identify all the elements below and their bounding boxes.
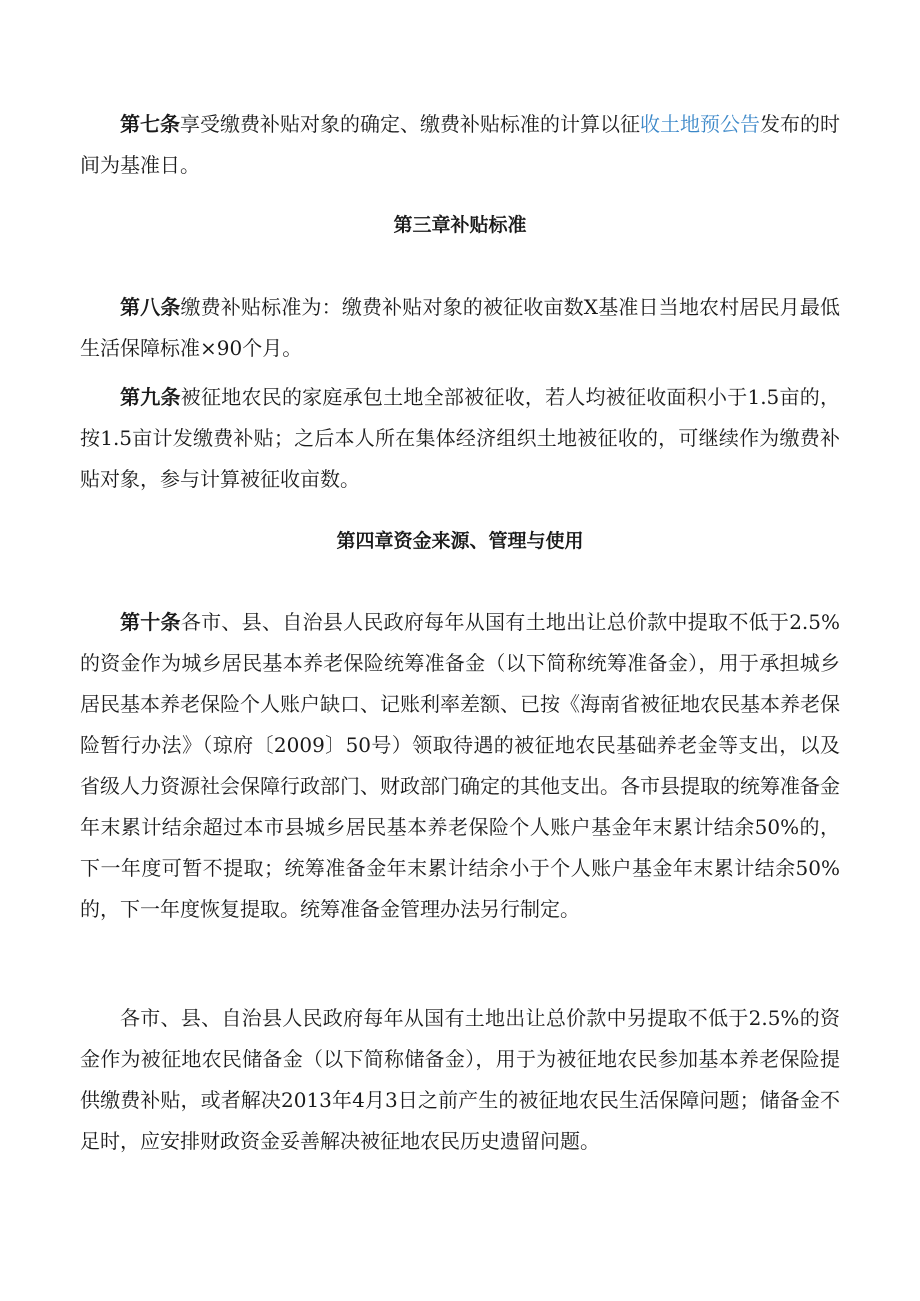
chapter-3-heading: 第三章补贴标准	[393, 214, 527, 236]
article-8-label: 第八条	[120, 295, 181, 319]
article-10-label: 第十条	[120, 610, 181, 634]
article-7-label: 第七条	[120, 112, 180, 136]
article-7-paragraph	[80, 104, 840, 186]
article-9-label: 第九条	[120, 385, 181, 409]
chapter-4-heading: 第四章资金来源、管理与使用	[336, 530, 584, 552]
article-9-text: 被征地农民的家庭承包土地全部被征收，若人均被征收面积小于1.5亩的，按1.5亩计发缴费补贴；之后本人所在集体经济组织土地被征收的，可继续作为缴费补贴对象，参与计算被征收亩数。	[80, 385, 841, 491]
article-7-text-before: 享受缴费补贴对象的确定、缴费补贴标准的计算以征	[180, 112, 640, 136]
article-7-text-after: 发布的时间为基准日。	[80, 112, 840, 177]
article-10-text: 各市、县、自治县人民政府每年从国有土地出让总价款中提取不低于2.5%的资金作为城乡居民基本养老保险统筹准备金（以下简称统筹准备金），用于承担城乡居民基本养老保险个人账户缺口、记账利率差额、已按《海南省被征地农民基本养老保险暂行办法》（琼府〔2009〕50号）领取待遇的被征地农民基础养老金等支出，以及省级人力资源社会保障行政部门、财政部门确定的其他支出。各市县提取的统筹准备金年末累计结余超过本市县城乡居民基本养老保险个人账户基金年末累计结余50%的，下一年度可暂不提取；统筹准备金年末累计结余小于个人账户基金年末累计结余50%的，下一年度恢复提取。统筹准备金管理办法另行制定。	[80, 610, 841, 921]
article-9-paragraph	[80, 377, 840, 500]
land-notice-link[interactable]: 收土地预公告	[640, 112, 760, 136]
reserve-fund-text: 各市、县、自治县人民政府每年从国有土地出让总价款中另提取不低于2.5%的资金作为被征地农民储备金（以下简称储备金），用于为被征地农民参加基本养老保险提供缴费补贴，或者解决2013年4月3日之前产生的被征地农民生活保障问题；储备金不足时，应安排财政资金妥善解决被征地农民历史遗留问题。	[80, 1006, 840, 1153]
article-10-paragraph	[80, 602, 840, 930]
reserve-fund-paragraph	[80, 998, 840, 1162]
article-8-paragraph	[80, 287, 840, 369]
article-8-text: 缴费补贴标准为：缴费补贴对象的被征收亩数X基准日当地农村居民月最低生活保障标准×90个月。	[80, 295, 840, 360]
